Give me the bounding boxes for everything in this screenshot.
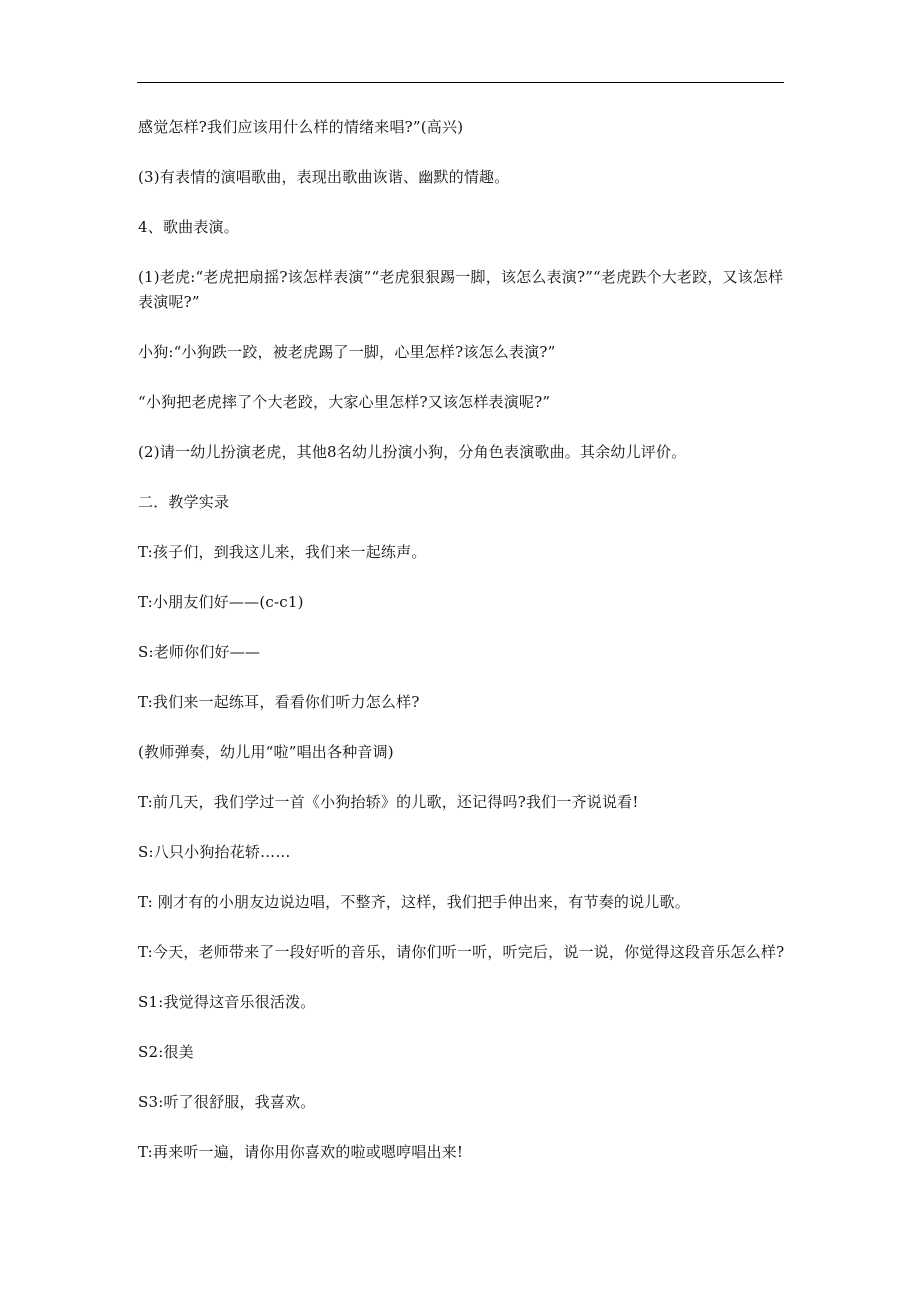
header-rule: [137, 82, 784, 83]
dialogue-line: T:小朋友们好——(c-c1): [138, 593, 304, 611]
dialogue-line: T: 刚才有的小朋友边说边唱，不整齐，这样，我们把手伸出来，有节奏的说儿歌。: [138, 893, 690, 911]
paragraph: “小狗把老虎摔了个大老跤，大家心里怎样?又该怎样表演呢?”: [138, 393, 551, 411]
paragraph: (2)请一幼儿扮演老虎，其他8名幼儿扮演小狗，分角色表演歌曲。其余幼儿评价。: [138, 443, 687, 461]
dialogue-line: T:孩子们，到我这儿来，我们来一起练声。: [138, 543, 427, 561]
dialogue-line: S:老师你们好——: [138, 643, 261, 661]
dialogue-line: S2:很美: [138, 1043, 194, 1061]
stage-note: (教师弹奏，幼儿用“啦”唱出各种音调): [138, 743, 394, 761]
section-heading: 4、歌曲表演。: [138, 218, 239, 236]
dialogue-line: S:八只小狗抬花轿……: [138, 843, 291, 861]
dialogue-line: T:我们来一起练耳，看看你们听力怎么样?: [138, 693, 420, 711]
paragraph: 感觉怎样?我们应该用什么样的情绪来唱?”(高兴): [138, 118, 464, 136]
section-heading: 二．教学实录: [138, 493, 230, 511]
dialogue-line: S1:我觉得这音乐很活泼。: [138, 993, 316, 1011]
paragraph: 小狗:“小狗跌一跤，被老虎踢了一脚，心里怎样?该怎么表演?”: [138, 343, 556, 361]
dialogue-line: T:前几天，我们学过一首《小狗抬轿》的儿歌，还记得吗?我们一齐说说看!: [138, 793, 639, 811]
paragraph: (1)老虎:“老虎把扇摇?该怎样表演”“老虎狠狠踢一脚，该怎么表演?”“老虎跌个大老跤，又该怎样表演呢?”: [138, 268, 784, 311]
dialogue-line: T:今天，老师带来了一段好听的音乐，请你们听一听，听完后，说一说，你觉得这段音乐怎么样?: [138, 943, 785, 961]
document-body: [138, 115, 788, 1165]
dialogue-line: T:再来听一遍，请你用你喜欢的啦或嗯哼唱出来!: [138, 1143, 464, 1161]
paragraph: (3)有表情的演唱歌曲，表现出歌曲诙谐、幽默的情趣。: [138, 168, 510, 186]
dialogue-line: S3:听了很舒服，我喜欢。: [138, 1093, 316, 1111]
